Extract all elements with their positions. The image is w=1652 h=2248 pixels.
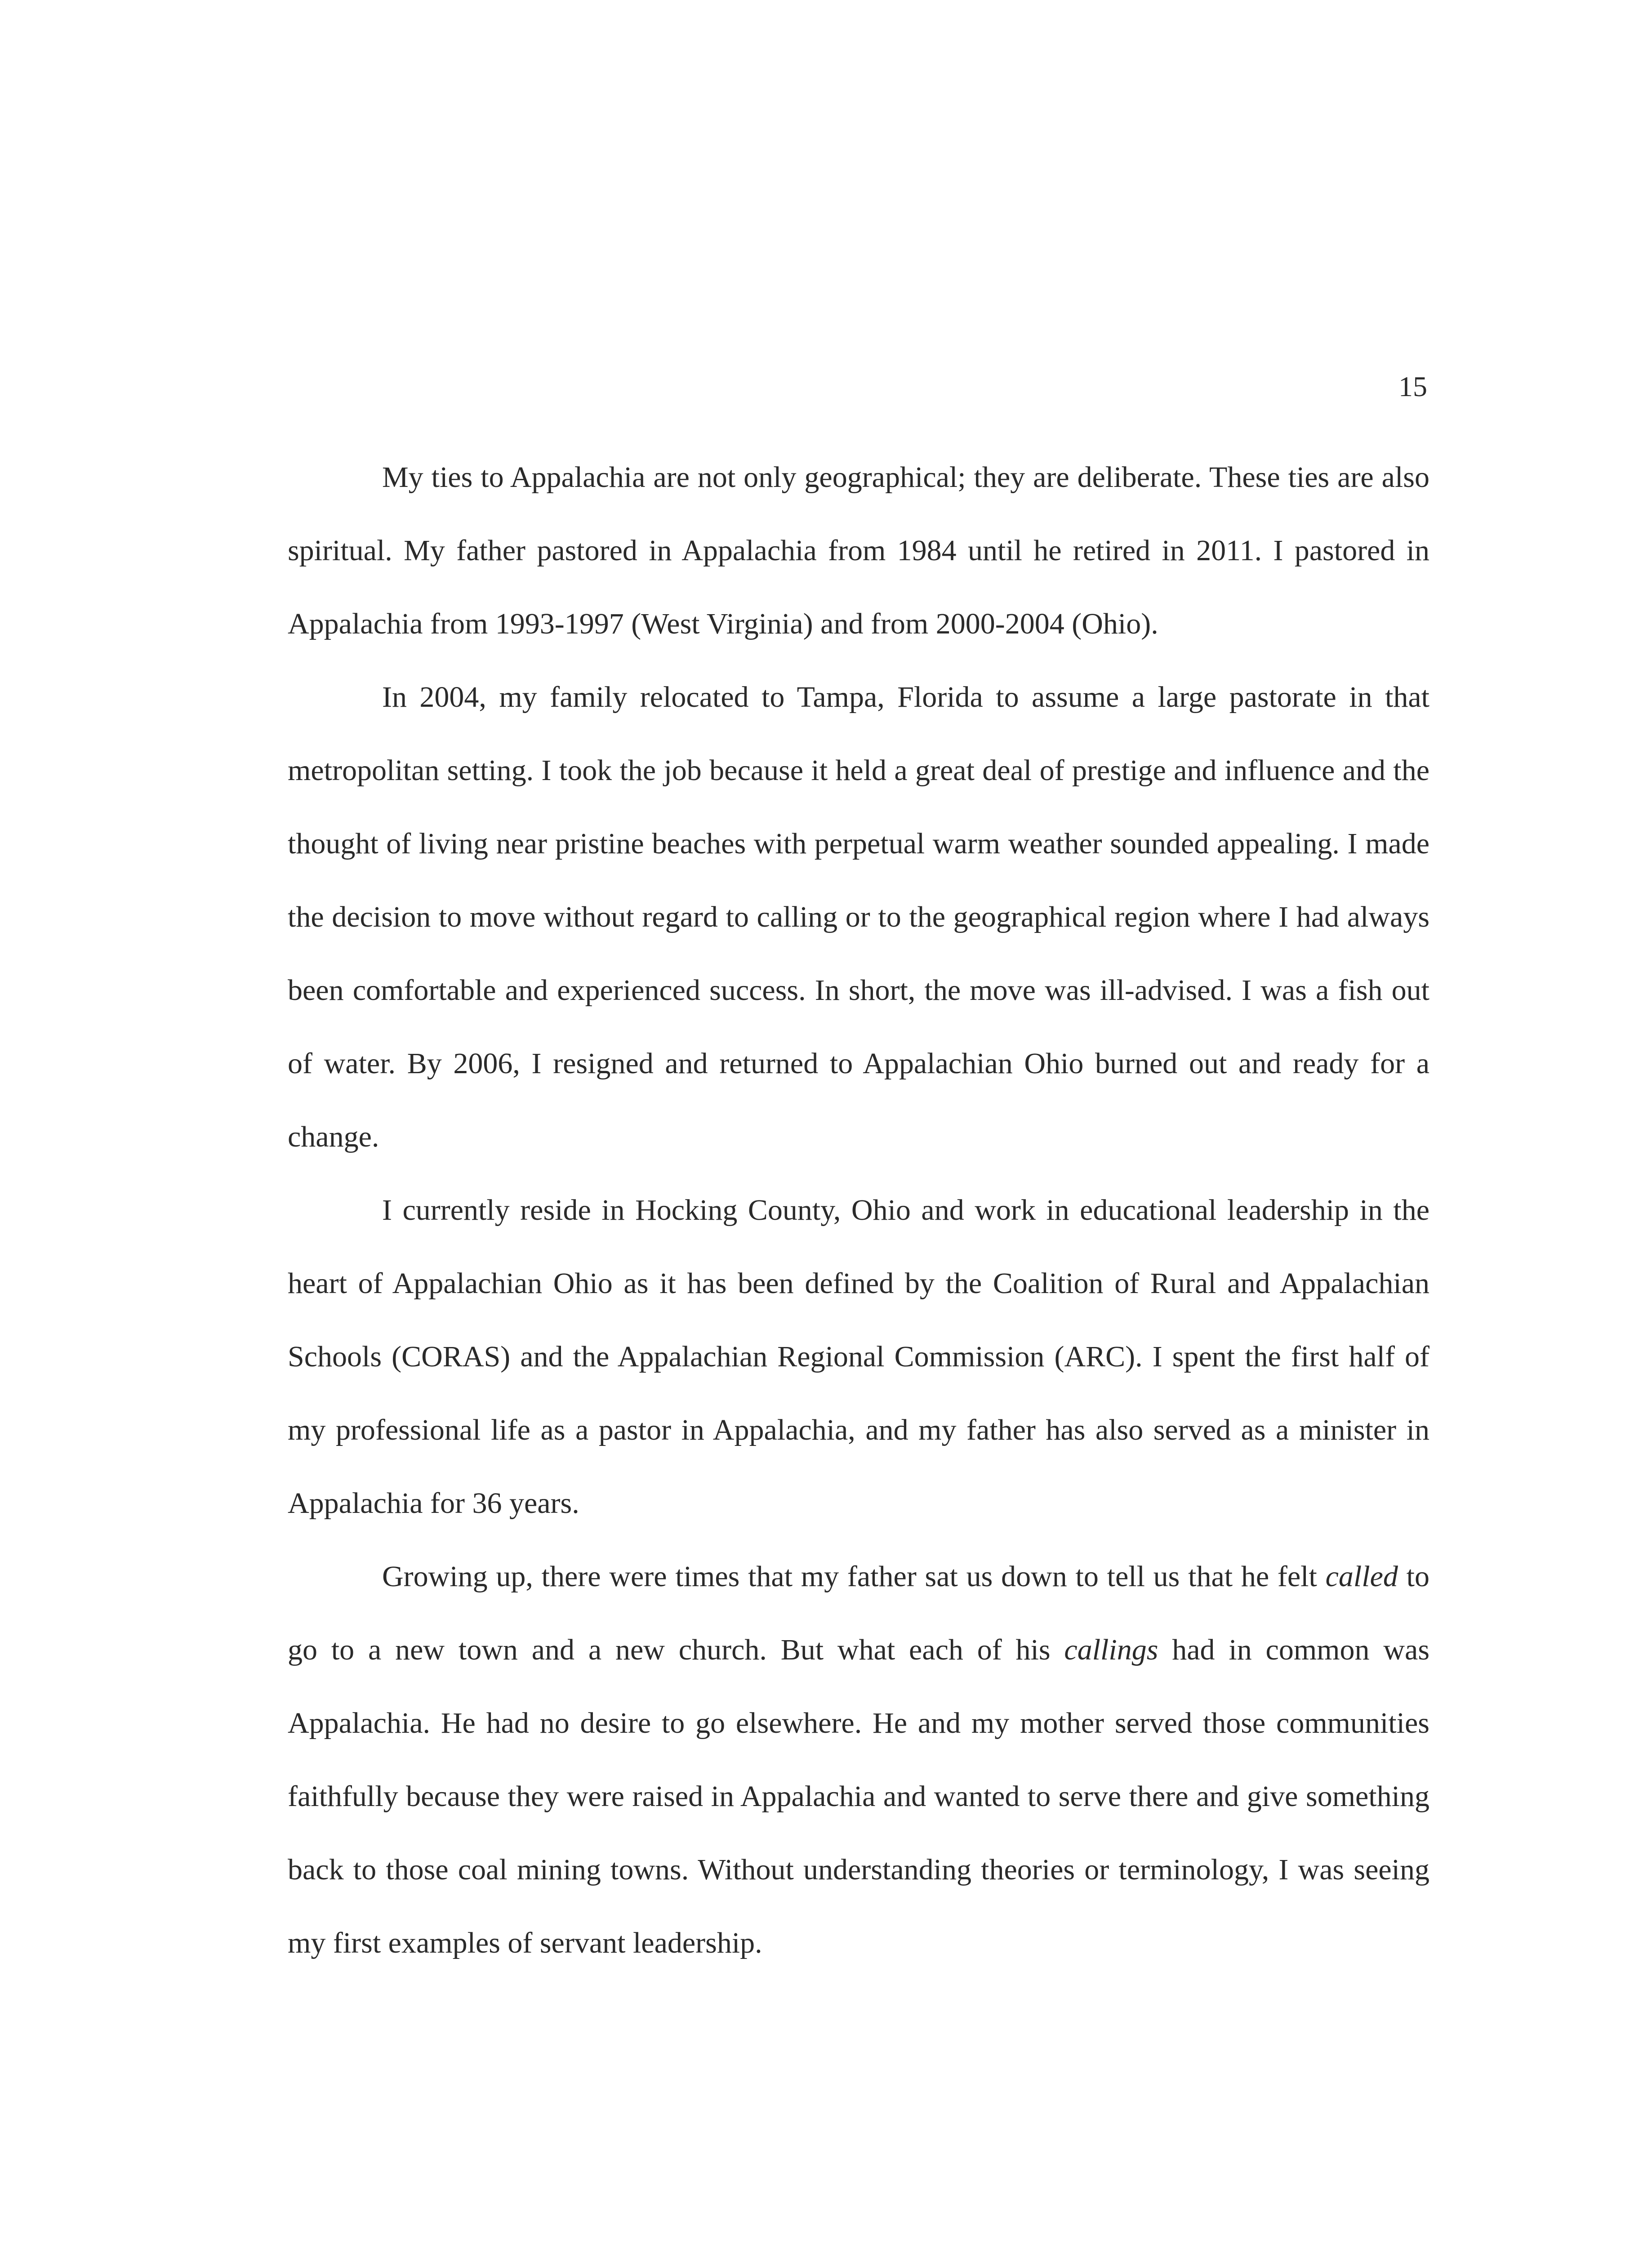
paragraph-4 [288, 1540, 1429, 1980]
paragraph-3: I currently reside in Hocking County, Ohio and work in educational leadership in the heart of Appalachian Ohio as it has been defined by the Coalition of Rural and Appalachian Schools (CORAS) and the Appalachian Regional Commission (ARC). I spent the first half of my professional life as a pastor in Appalachia, and my father has also served as a minister in Appalachia for 36 years. [288, 1194, 1429, 1520]
paragraph-4-text-2: to go to a new town and a new church. But what each of his [288, 1560, 1429, 1666]
italic-word-called: called [1325, 1560, 1398, 1593]
paragraph-4-text-1: Growing up, there were times that my father sat us down to tell us that he felt [382, 1560, 1326, 1593]
paragraph-1: My ties to Appalachia are not only geographical; they are deliberate. These ties are also spiritual. My father pastored in Appalachia from 1984 until he retired in 2011. I pastored in Appalachia from 1993-1997 (West Virginia) and from 2000-2004 (Ohio). [288, 461, 1429, 640]
paragraph-4-text-3: had in common was Appalachia. He had no desire to go elsewhere. He and my mother served those communities faithfully because they were raised in Appalachia and wanted to serve there and give something back to those coal mining towns. Without understanding theories or terminology, I was seeing my first examples of servant leadership. [288, 1633, 1429, 1959]
paragraph-2: In 2004, my family relocated to Tampa, Florida to assume a large pastorate in that metropolitan setting. I took the job because it held a great deal of prestige and influence and the thought of living near pristine beaches with perpetual warm weather sounded appealing. I made the decision to move without regard to calling or to the geographical region where I had always been comfortable and experienced success. In short, the move was ill-advised. I was a fish out of water. By 2006, I resigned and returned to Appalachian Ohio burned out and ready for a change. [288, 681, 1429, 1153]
italic-word-callings: callings [1064, 1633, 1158, 1666]
page-number: 15 [1398, 370, 1427, 402]
body-text [288, 441, 1429, 1980]
